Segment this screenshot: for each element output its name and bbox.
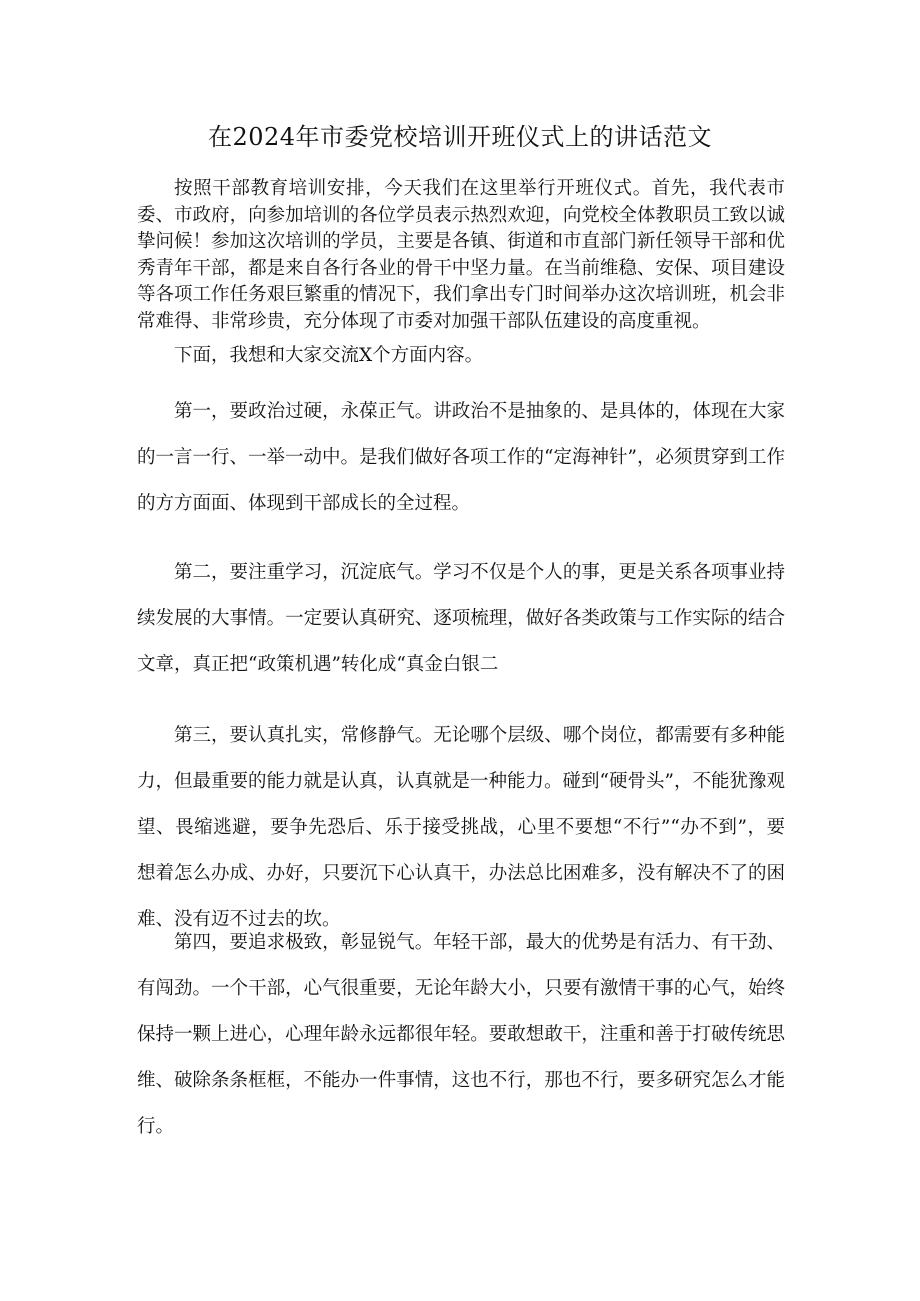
document-title: 在2024年市委党校培训开班仪式上的讲话范文 — [207, 123, 713, 151]
paragraph-overview: 下面，我想和大家交流X个方面内容。 — [174, 345, 484, 366]
paragraph-intro: 按照干部教育培训安排，今天我们在这里举行开班仪式。首先，我代表市委、市政府，向参加培训的各位学员表示热烈欢迎，向党校全体教职员工致以诚挚问候！参加这次培训的学员，主要是各镇、街道和市直部门新任领导干部和优秀青年干部，都是来自各行各业的骨干中坚力量。在当前维稳、安保、项目建设等各项工作任务艰巨繁重的情况下，我们拿出专门时间举办这次培训班，机会非常难得、非常珍贵，充分体现了市委对加强干部队伍建设的高度重视。 — [137, 178, 785, 332]
paragraph-point-3: 第三，要认真扎实，常修静气。无论哪个层级、哪个岗位，都需要有多种能力，但最重要的能力就是认真，认真就是一种能力。碰到“硬骨头”，不能犹豫观望、畏缩逃避，要争先恐后、乐于接受挑战，心里不要想“不行”“办不到”，要想着怎么办成、办好，只要沉下心认真干，办法总比困难多，没有解决不了的困难、没有迈不过去的坎。 — [137, 725, 785, 930]
paragraph-point-2: 第二，要注重学习，沉淀底气。学习不仅是个人的事，更是关系各项事业持续发展的大事情。一定要认真研究、逐项梳理，做好各类政策与工作实际的结合文章，真正把“政策机遇”转化成“真金白银二 — [137, 562, 785, 675]
paragraph-point-1: 第一，要政治过硬，永葆正气。讲政治不是抽象的、是具体的，体现在大家的一言一行、一举一动中。是我们做好各项工作的“定海神针”，必须贯穿到工作的方方面面、体现到干部成长的全过程。 — [137, 401, 785, 514]
paragraph-point-4: 第四，要追求极致，彰显锐气。年轻干部，最大的优势是有活力、有干劲、有闯劲。一个干部，心气很重要，无论年龄大小，只要有激情干事的心气，始终保持一颗上进心，心理年龄永远都很年轻。要敢想敢干，注重和善于打破传统思维、破除条条框框，不能办一件事情，这也不行，那也不行，要多研究怎么才能行。 — [137, 932, 785, 1137]
